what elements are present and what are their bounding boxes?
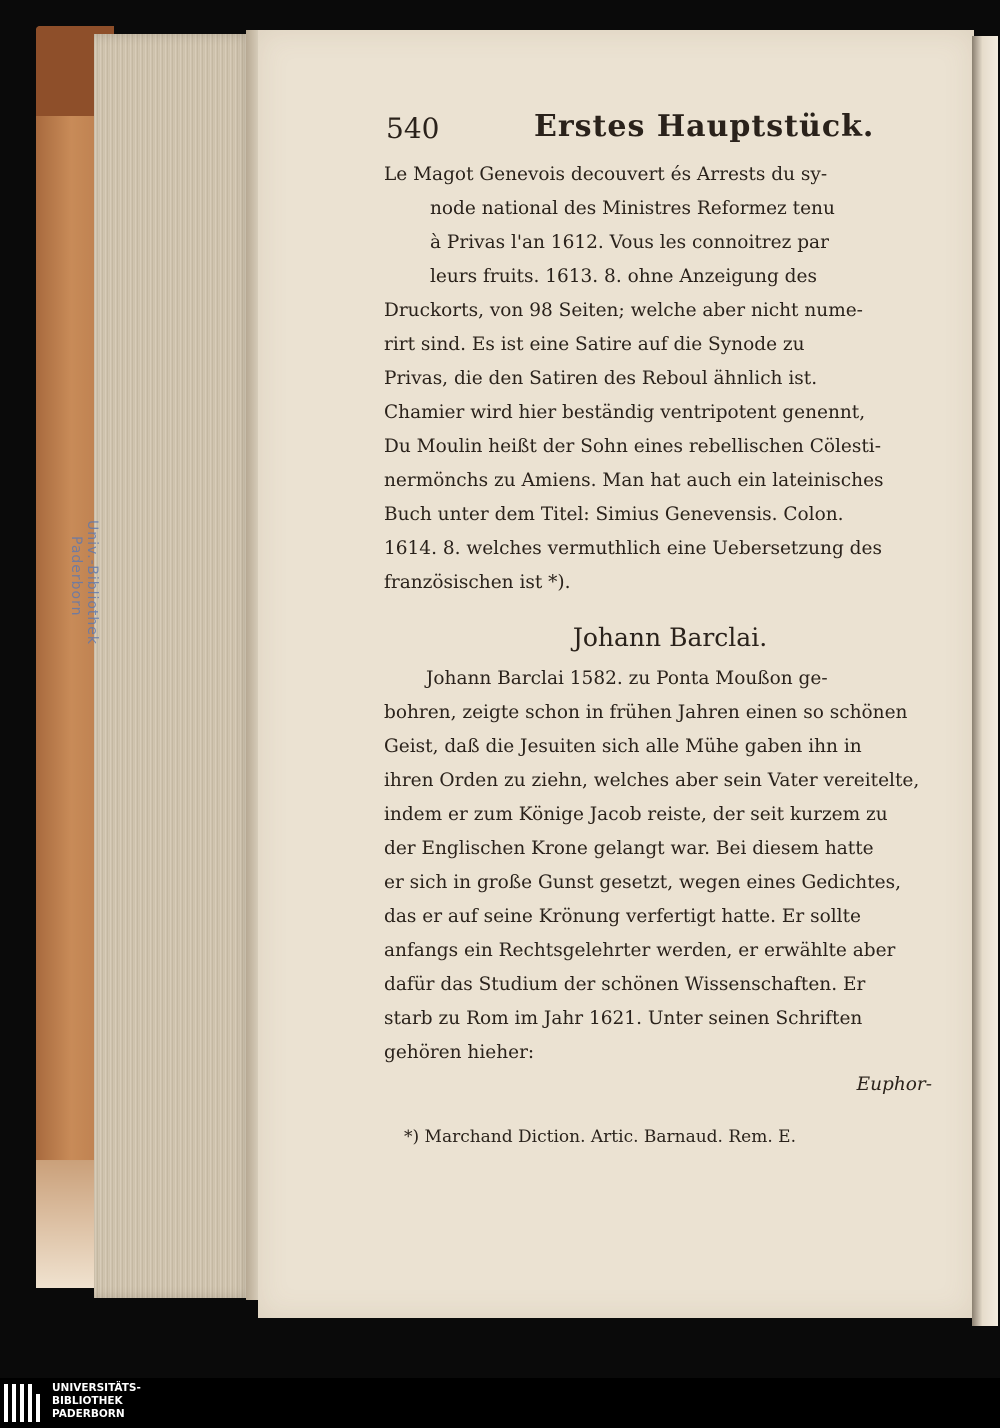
running-head: Erstes Hauptstück. <box>534 109 875 144</box>
page-header <box>384 102 932 158</box>
text-line: 1614. 8. welches vermuthlich eine Uebersetzung des <box>384 538 882 559</box>
catchword: Euphor- <box>856 1074 932 1095</box>
text-line: leurs fruits. 1613. 8. ohne Anzeigung des <box>430 266 817 287</box>
section-title: Johann Barclai. <box>572 623 768 652</box>
text-line: französischen ist *). <box>384 572 571 593</box>
library-footer-bar <box>0 1378 1000 1428</box>
text-line: Chamier wird hier beständig ventripotent genennt, <box>384 402 866 423</box>
text-line: nermönchs zu Amiens. Man hat auch ein lateinisches <box>384 470 884 491</box>
text-line: Buch unter dem Titel: Simius Genevensis. Colon. <box>384 504 844 525</box>
page-edges <box>94 34 254 1298</box>
text-line: ihren Orden zu ziehn, welches aber sein Vater vereitelte, <box>384 770 920 791</box>
page-content <box>384 102 932 1154</box>
text-line: Johann Barclai 1582. zu Ponta Moußon ge- <box>426 668 828 689</box>
text-line: er sich in große Gunst gesetzt, wegen eines Gedichtes, <box>384 872 901 893</box>
text-line: das er auf seine Krönung verfertigt hatte. Er sollte <box>384 906 861 927</box>
text-line: anfangs ein Rechtsgelehrter werden, er erwählte aber <box>384 940 896 961</box>
paragraph-1 <box>384 158 932 600</box>
text-line: gehören hieher: <box>384 1042 535 1063</box>
library-logo-icon <box>4 1384 46 1424</box>
text-line: node national des Ministres Reformez tenu <box>430 198 835 219</box>
text-line: Druckorts, von 98 Seiten; welche aber nicht nume- <box>384 300 863 321</box>
text-line: indem er zum Könige Jacob reiste, der seit kurzem zu <box>384 804 888 825</box>
footnote: *) Marchand Diction. Artic. Barnaud. Rem. E. <box>404 1127 796 1147</box>
text-line: Du Moulin heißt der Sohn eines rebellischen Cölesti- <box>384 436 881 457</box>
page-number: 540 <box>386 112 440 145</box>
paragraph-2 <box>384 662 932 1070</box>
text-line: bohren, zeigte schon in frühen Jahren einen so schönen <box>384 702 908 723</box>
text-line: starb zu Rom im Jahr 1621. Unter seinen Schriften <box>384 1008 863 1029</box>
facing-page-edge <box>972 36 998 1326</box>
text-line: Privas, die den Satiren des Reboul ähnlich ist. <box>384 368 818 389</box>
library-logo-text: UNIVERSITÄTS- BIBLIOTHEK PADERBORN <box>52 1382 141 1420</box>
text-line: dafür das Studium der schönen Wissenschaften. Er <box>384 974 866 995</box>
text-line: der Englischen Krone gelangt war. Bei diesem hatte <box>384 838 874 859</box>
text-line: à Privas l'an 1612. Vous les connoitrez par <box>430 232 829 253</box>
text-line: Le Magot Genevois decouvert és Arrests du sy- <box>384 164 828 185</box>
text-line: rirt sind. Es ist eine Satire auf die Synode zu <box>384 334 805 355</box>
library-stamp: Univ.-Bibliothek Paderborn <box>68 520 100 646</box>
text-line: Geist, daß die Jesuiten sich alle Mühe gaben ihn in <box>384 736 862 757</box>
